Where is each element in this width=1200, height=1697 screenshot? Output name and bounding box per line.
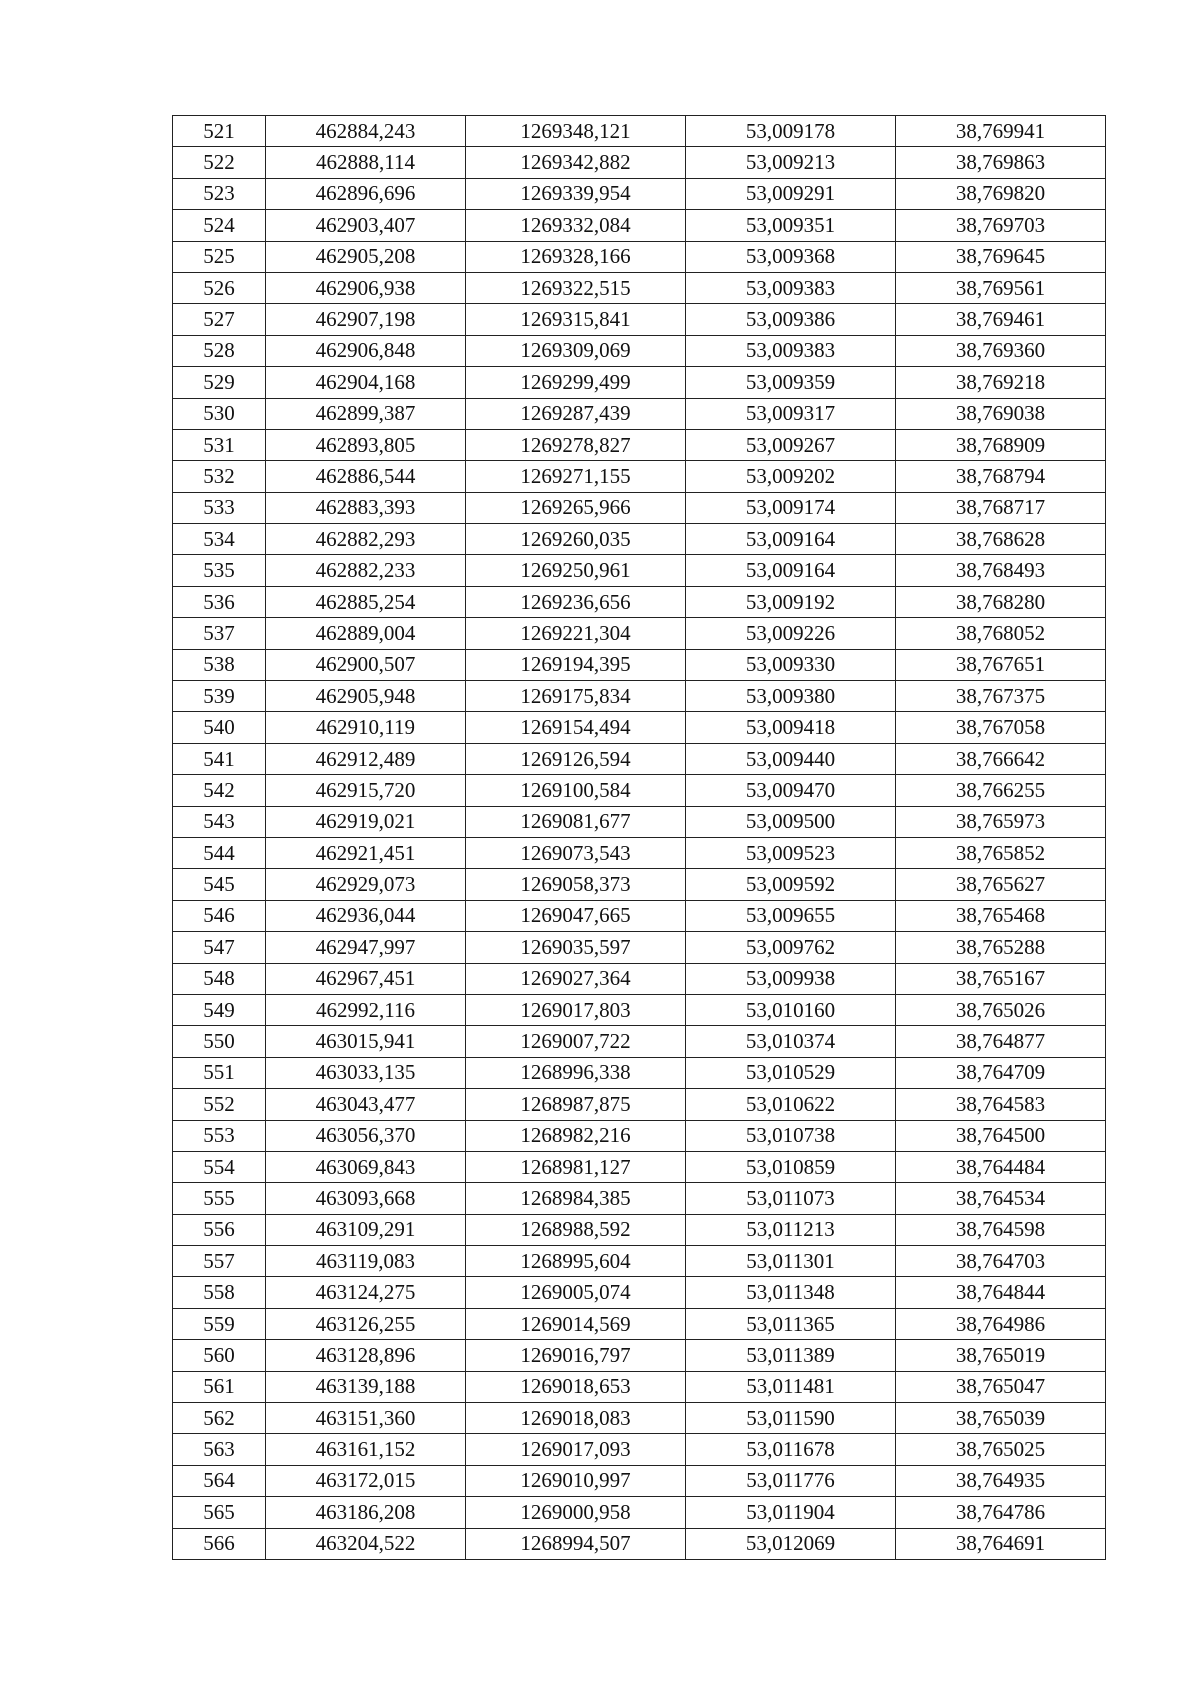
latitude-cell: 53,009762 xyxy=(686,932,896,963)
y-coordinate-cell: 1269315,841 xyxy=(466,304,686,335)
point-number-cell: 540 xyxy=(173,712,266,743)
y-coordinate-cell: 1268984,385 xyxy=(466,1183,686,1214)
latitude-cell: 53,009938 xyxy=(686,963,896,994)
x-coordinate-cell: 462882,233 xyxy=(266,555,466,586)
y-coordinate-cell: 1269348,121 xyxy=(466,116,686,147)
table-row xyxy=(173,1057,1106,1088)
longitude-cell: 38,764709 xyxy=(896,1057,1106,1088)
x-coordinate-cell: 463126,255 xyxy=(266,1308,466,1339)
point-number-cell: 558 xyxy=(173,1277,266,1308)
x-coordinate-cell: 462967,451 xyxy=(266,963,466,994)
x-coordinate-cell: 462921,451 xyxy=(266,837,466,868)
longitude-cell: 38,765627 xyxy=(896,869,1106,900)
table-row xyxy=(173,1340,1106,1371)
table-row xyxy=(173,1089,1106,1120)
point-number-cell: 524 xyxy=(173,210,266,241)
point-number-cell: 532 xyxy=(173,461,266,492)
y-coordinate-cell: 1269058,373 xyxy=(466,869,686,900)
longitude-cell: 38,767058 xyxy=(896,712,1106,743)
x-coordinate-cell: 463093,668 xyxy=(266,1183,466,1214)
latitude-cell: 53,011590 xyxy=(686,1403,896,1434)
x-coordinate-cell: 463128,896 xyxy=(266,1340,466,1371)
point-number-cell: 552 xyxy=(173,1089,266,1120)
longitude-cell: 38,765288 xyxy=(896,932,1106,963)
x-coordinate-cell: 463124,275 xyxy=(266,1277,466,1308)
latitude-cell: 53,009317 xyxy=(686,398,896,429)
longitude-cell: 38,768628 xyxy=(896,524,1106,555)
point-number-cell: 525 xyxy=(173,241,266,272)
longitude-cell: 38,764583 xyxy=(896,1089,1106,1120)
longitude-cell: 38,765973 xyxy=(896,806,1106,837)
point-number-cell: 534 xyxy=(173,524,266,555)
point-number-cell: 541 xyxy=(173,743,266,774)
point-number-cell: 561 xyxy=(173,1371,266,1402)
latitude-cell: 53,011348 xyxy=(686,1277,896,1308)
longitude-cell: 38,768794 xyxy=(896,461,1106,492)
latitude-cell: 53,009383 xyxy=(686,272,896,303)
table-row xyxy=(173,210,1106,241)
latitude-cell: 53,011904 xyxy=(686,1497,896,1528)
latitude-cell: 53,011776 xyxy=(686,1465,896,1496)
table-row xyxy=(173,147,1106,178)
longitude-cell: 38,769645 xyxy=(896,241,1106,272)
y-coordinate-cell: 1269000,958 xyxy=(466,1497,686,1528)
y-coordinate-cell: 1269278,827 xyxy=(466,429,686,460)
latitude-cell: 53,009202 xyxy=(686,461,896,492)
y-coordinate-cell: 1269073,543 xyxy=(466,837,686,868)
longitude-cell: 38,768280 xyxy=(896,586,1106,617)
latitude-cell: 53,009359 xyxy=(686,367,896,398)
latitude-cell: 53,009655 xyxy=(686,900,896,931)
y-coordinate-cell: 1269299,499 xyxy=(466,367,686,398)
point-number-cell: 538 xyxy=(173,649,266,680)
longitude-cell: 38,764703 xyxy=(896,1246,1106,1277)
latitude-cell: 53,010859 xyxy=(686,1151,896,1182)
latitude-cell: 53,009368 xyxy=(686,241,896,272)
longitude-cell: 38,769863 xyxy=(896,147,1106,178)
coordinates-table-body xyxy=(173,116,1106,1560)
latitude-cell: 53,011365 xyxy=(686,1308,896,1339)
x-coordinate-cell: 463119,083 xyxy=(266,1246,466,1277)
latitude-cell: 53,009440 xyxy=(686,743,896,774)
x-coordinate-cell: 462888,114 xyxy=(266,147,466,178)
table-row xyxy=(173,304,1106,335)
longitude-cell: 38,769820 xyxy=(896,178,1106,209)
point-number-cell: 556 xyxy=(173,1214,266,1245)
table-row xyxy=(173,618,1106,649)
table-row xyxy=(173,1403,1106,1434)
y-coordinate-cell: 1269175,834 xyxy=(466,681,686,712)
table-row xyxy=(173,963,1106,994)
point-number-cell: 550 xyxy=(173,1026,266,1057)
latitude-cell: 53,009523 xyxy=(686,837,896,868)
longitude-cell: 38,769218 xyxy=(896,367,1106,398)
latitude-cell: 53,009383 xyxy=(686,335,896,366)
y-coordinate-cell: 1269047,665 xyxy=(466,900,686,931)
longitude-cell: 38,764598 xyxy=(896,1214,1106,1245)
y-coordinate-cell: 1269339,954 xyxy=(466,178,686,209)
latitude-cell: 53,009470 xyxy=(686,775,896,806)
point-number-cell: 559 xyxy=(173,1308,266,1339)
y-coordinate-cell: 1268996,338 xyxy=(466,1057,686,1088)
longitude-cell: 38,769360 xyxy=(896,335,1106,366)
y-coordinate-cell: 1269194,395 xyxy=(466,649,686,680)
latitude-cell: 53,011389 xyxy=(686,1340,896,1371)
table-row xyxy=(173,837,1106,868)
y-coordinate-cell: 1269287,439 xyxy=(466,398,686,429)
x-coordinate-cell: 463069,843 xyxy=(266,1151,466,1182)
longitude-cell: 38,766255 xyxy=(896,775,1106,806)
longitude-cell: 38,765039 xyxy=(896,1403,1106,1434)
x-coordinate-cell: 462910,119 xyxy=(266,712,466,743)
table-row xyxy=(173,743,1106,774)
table-row xyxy=(173,398,1106,429)
latitude-cell: 53,011301 xyxy=(686,1246,896,1277)
table-row xyxy=(173,900,1106,931)
longitude-cell: 38,765468 xyxy=(896,900,1106,931)
point-number-cell: 531 xyxy=(173,429,266,460)
point-number-cell: 560 xyxy=(173,1340,266,1371)
y-coordinate-cell: 1269154,494 xyxy=(466,712,686,743)
latitude-cell: 53,009351 xyxy=(686,210,896,241)
latitude-cell: 53,011073 xyxy=(686,1183,896,1214)
point-number-cell: 548 xyxy=(173,963,266,994)
x-coordinate-cell: 463033,135 xyxy=(266,1057,466,1088)
point-number-cell: 521 xyxy=(173,116,266,147)
y-coordinate-cell: 1269017,093 xyxy=(466,1434,686,1465)
y-coordinate-cell: 1268995,604 xyxy=(466,1246,686,1277)
latitude-cell: 53,009164 xyxy=(686,524,896,555)
point-number-cell: 546 xyxy=(173,900,266,931)
longitude-cell: 38,765852 xyxy=(896,837,1106,868)
longitude-cell: 38,767375 xyxy=(896,681,1106,712)
y-coordinate-cell: 1269017,803 xyxy=(466,994,686,1025)
longitude-cell: 38,768717 xyxy=(896,492,1106,523)
point-number-cell: 529 xyxy=(173,367,266,398)
table-row xyxy=(173,1528,1106,1559)
y-coordinate-cell: 1269236,656 xyxy=(466,586,686,617)
table-row xyxy=(173,1026,1106,1057)
table-row xyxy=(173,492,1106,523)
table-row xyxy=(173,649,1106,680)
longitude-cell: 38,765019 xyxy=(896,1340,1106,1371)
point-number-cell: 554 xyxy=(173,1151,266,1182)
point-number-cell: 528 xyxy=(173,335,266,366)
latitude-cell: 53,009418 xyxy=(686,712,896,743)
latitude-cell: 53,009380 xyxy=(686,681,896,712)
point-number-cell: 543 xyxy=(173,806,266,837)
longitude-cell: 38,764500 xyxy=(896,1120,1106,1151)
latitude-cell: 53,011213 xyxy=(686,1214,896,1245)
latitude-cell: 53,011678 xyxy=(686,1434,896,1465)
y-coordinate-cell: 1268982,216 xyxy=(466,1120,686,1151)
table-row xyxy=(173,1151,1106,1182)
table-row xyxy=(173,367,1106,398)
longitude-cell: 38,764935 xyxy=(896,1465,1106,1496)
point-number-cell: 537 xyxy=(173,618,266,649)
table-row xyxy=(173,335,1106,366)
table-row xyxy=(173,178,1106,209)
point-number-cell: 553 xyxy=(173,1120,266,1151)
y-coordinate-cell: 1269265,966 xyxy=(466,492,686,523)
coordinates-table xyxy=(172,115,1106,1560)
y-coordinate-cell: 1269014,569 xyxy=(466,1308,686,1339)
table-row xyxy=(173,1120,1106,1151)
latitude-cell: 53,009592 xyxy=(686,869,896,900)
x-coordinate-cell: 463109,291 xyxy=(266,1214,466,1245)
x-coordinate-cell: 463056,370 xyxy=(266,1120,466,1151)
y-coordinate-cell: 1268988,592 xyxy=(466,1214,686,1245)
longitude-cell: 38,768909 xyxy=(896,429,1106,460)
table-row xyxy=(173,1214,1106,1245)
x-coordinate-cell: 462907,198 xyxy=(266,304,466,335)
y-coordinate-cell: 1269007,722 xyxy=(466,1026,686,1057)
latitude-cell: 53,009174 xyxy=(686,492,896,523)
table-row xyxy=(173,806,1106,837)
latitude-cell: 53,009330 xyxy=(686,649,896,680)
latitude-cell: 53,009192 xyxy=(686,586,896,617)
point-number-cell: 530 xyxy=(173,398,266,429)
y-coordinate-cell: 1269271,155 xyxy=(466,461,686,492)
table-row xyxy=(173,555,1106,586)
x-coordinate-cell: 462885,254 xyxy=(266,586,466,617)
longitude-cell: 38,767651 xyxy=(896,649,1106,680)
x-coordinate-cell: 463043,477 xyxy=(266,1089,466,1120)
point-number-cell: 555 xyxy=(173,1183,266,1214)
y-coordinate-cell: 1269309,069 xyxy=(466,335,686,366)
x-coordinate-cell: 463204,522 xyxy=(266,1528,466,1559)
y-coordinate-cell: 1268987,875 xyxy=(466,1089,686,1120)
longitude-cell: 38,768493 xyxy=(896,555,1106,586)
longitude-cell: 38,764844 xyxy=(896,1277,1106,1308)
table-row xyxy=(173,869,1106,900)
y-coordinate-cell: 1269342,882 xyxy=(466,147,686,178)
latitude-cell: 53,009291 xyxy=(686,178,896,209)
point-number-cell: 545 xyxy=(173,869,266,900)
latitude-cell: 53,010160 xyxy=(686,994,896,1025)
longitude-cell: 38,764534 xyxy=(896,1183,1106,1214)
x-coordinate-cell: 462905,948 xyxy=(266,681,466,712)
x-coordinate-cell: 462884,243 xyxy=(266,116,466,147)
latitude-cell: 53,010622 xyxy=(686,1089,896,1120)
longitude-cell: 38,764877 xyxy=(896,1026,1106,1057)
longitude-cell: 38,765025 xyxy=(896,1434,1106,1465)
x-coordinate-cell: 463015,941 xyxy=(266,1026,466,1057)
table-row xyxy=(173,994,1106,1025)
latitude-cell: 53,009267 xyxy=(686,429,896,460)
point-number-cell: 557 xyxy=(173,1246,266,1277)
table-row xyxy=(173,681,1106,712)
longitude-cell: 38,769461 xyxy=(896,304,1106,335)
longitude-cell: 38,764986 xyxy=(896,1308,1106,1339)
latitude-cell: 53,009386 xyxy=(686,304,896,335)
y-coordinate-cell: 1269221,304 xyxy=(466,618,686,649)
x-coordinate-cell: 462992,116 xyxy=(266,994,466,1025)
point-number-cell: 566 xyxy=(173,1528,266,1559)
longitude-cell: 38,768052 xyxy=(896,618,1106,649)
x-coordinate-cell: 463151,360 xyxy=(266,1403,466,1434)
x-coordinate-cell: 462912,489 xyxy=(266,743,466,774)
x-coordinate-cell: 462905,208 xyxy=(266,241,466,272)
y-coordinate-cell: 1269081,677 xyxy=(466,806,686,837)
x-coordinate-cell: 462889,004 xyxy=(266,618,466,649)
y-coordinate-cell: 1269100,584 xyxy=(466,775,686,806)
x-coordinate-cell: 462919,021 xyxy=(266,806,466,837)
x-coordinate-cell: 462947,997 xyxy=(266,932,466,963)
y-coordinate-cell: 1269322,515 xyxy=(466,272,686,303)
x-coordinate-cell: 462906,938 xyxy=(266,272,466,303)
point-number-cell: 526 xyxy=(173,272,266,303)
y-coordinate-cell: 1269016,797 xyxy=(466,1340,686,1371)
y-coordinate-cell: 1269126,594 xyxy=(466,743,686,774)
table-row xyxy=(173,241,1106,272)
x-coordinate-cell: 462929,073 xyxy=(266,869,466,900)
y-coordinate-cell: 1269010,997 xyxy=(466,1465,686,1496)
y-coordinate-cell: 1269260,035 xyxy=(466,524,686,555)
point-number-cell: 547 xyxy=(173,932,266,963)
y-coordinate-cell: 1269328,166 xyxy=(466,241,686,272)
point-number-cell: 564 xyxy=(173,1465,266,1496)
longitude-cell: 38,764786 xyxy=(896,1497,1106,1528)
point-number-cell: 563 xyxy=(173,1434,266,1465)
x-coordinate-cell: 463139,188 xyxy=(266,1371,466,1402)
table-row xyxy=(173,524,1106,555)
point-number-cell: 535 xyxy=(173,555,266,586)
table-row xyxy=(173,1497,1106,1528)
longitude-cell: 38,764484 xyxy=(896,1151,1106,1182)
point-number-cell: 533 xyxy=(173,492,266,523)
table-row xyxy=(173,116,1106,147)
point-number-cell: 523 xyxy=(173,178,266,209)
latitude-cell: 53,010529 xyxy=(686,1057,896,1088)
point-number-cell: 539 xyxy=(173,681,266,712)
x-coordinate-cell: 463172,015 xyxy=(266,1465,466,1496)
latitude-cell: 53,010374 xyxy=(686,1026,896,1057)
point-number-cell: 544 xyxy=(173,837,266,868)
latitude-cell: 53,011481 xyxy=(686,1371,896,1402)
latitude-cell: 53,009164 xyxy=(686,555,896,586)
x-coordinate-cell: 462906,848 xyxy=(266,335,466,366)
longitude-cell: 38,764691 xyxy=(896,1528,1106,1559)
y-coordinate-cell: 1269332,084 xyxy=(466,210,686,241)
x-coordinate-cell: 462915,720 xyxy=(266,775,466,806)
longitude-cell: 38,765047 xyxy=(896,1371,1106,1402)
x-coordinate-cell: 462896,696 xyxy=(266,178,466,209)
y-coordinate-cell: 1269027,364 xyxy=(466,963,686,994)
table-row xyxy=(173,1277,1106,1308)
table-row xyxy=(173,1465,1106,1496)
latitude-cell: 53,009226 xyxy=(686,618,896,649)
x-coordinate-cell: 462903,407 xyxy=(266,210,466,241)
table-row xyxy=(173,1183,1106,1214)
latitude-cell: 53,009500 xyxy=(686,806,896,837)
table-row xyxy=(173,932,1106,963)
longitude-cell: 38,769561 xyxy=(896,272,1106,303)
x-coordinate-cell: 462883,393 xyxy=(266,492,466,523)
point-number-cell: 536 xyxy=(173,586,266,617)
latitude-cell: 53,009178 xyxy=(686,116,896,147)
table-row xyxy=(173,1371,1106,1402)
y-coordinate-cell: 1269005,074 xyxy=(466,1277,686,1308)
point-number-cell: 562 xyxy=(173,1403,266,1434)
y-coordinate-cell: 1269018,083 xyxy=(466,1403,686,1434)
point-number-cell: 551 xyxy=(173,1057,266,1088)
y-coordinate-cell: 1268981,127 xyxy=(466,1151,686,1182)
longitude-cell: 38,765026 xyxy=(896,994,1106,1025)
latitude-cell: 53,009213 xyxy=(686,147,896,178)
x-coordinate-cell: 462899,387 xyxy=(266,398,466,429)
point-number-cell: 549 xyxy=(173,994,266,1025)
table-row xyxy=(173,1308,1106,1339)
point-number-cell: 542 xyxy=(173,775,266,806)
x-coordinate-cell: 462893,805 xyxy=(266,429,466,460)
x-coordinate-cell: 462936,044 xyxy=(266,900,466,931)
point-number-cell: 565 xyxy=(173,1497,266,1528)
x-coordinate-cell: 462886,544 xyxy=(266,461,466,492)
x-coordinate-cell: 463161,152 xyxy=(266,1434,466,1465)
longitude-cell: 38,766642 xyxy=(896,743,1106,774)
table-row xyxy=(173,775,1106,806)
y-coordinate-cell: 1269250,961 xyxy=(466,555,686,586)
y-coordinate-cell: 1268994,507 xyxy=(466,1528,686,1559)
y-coordinate-cell: 1269018,653 xyxy=(466,1371,686,1402)
x-coordinate-cell: 462904,168 xyxy=(266,367,466,398)
table-row xyxy=(173,586,1106,617)
table-row xyxy=(173,461,1106,492)
point-number-cell: 522 xyxy=(173,147,266,178)
table-row xyxy=(173,1246,1106,1277)
x-coordinate-cell: 462900,507 xyxy=(266,649,466,680)
table-row xyxy=(173,712,1106,743)
table-row xyxy=(173,272,1106,303)
longitude-cell: 38,769038 xyxy=(896,398,1106,429)
point-number-cell: 527 xyxy=(173,304,266,335)
table-row xyxy=(173,1434,1106,1465)
longitude-cell: 38,769703 xyxy=(896,210,1106,241)
x-coordinate-cell: 462882,293 xyxy=(266,524,466,555)
y-coordinate-cell: 1269035,597 xyxy=(466,932,686,963)
latitude-cell: 53,010738 xyxy=(686,1120,896,1151)
latitude-cell: 53,012069 xyxy=(686,1528,896,1559)
longitude-cell: 38,765167 xyxy=(896,963,1106,994)
table-row xyxy=(173,429,1106,460)
x-coordinate-cell: 463186,208 xyxy=(266,1497,466,1528)
longitude-cell: 38,769941 xyxy=(896,116,1106,147)
